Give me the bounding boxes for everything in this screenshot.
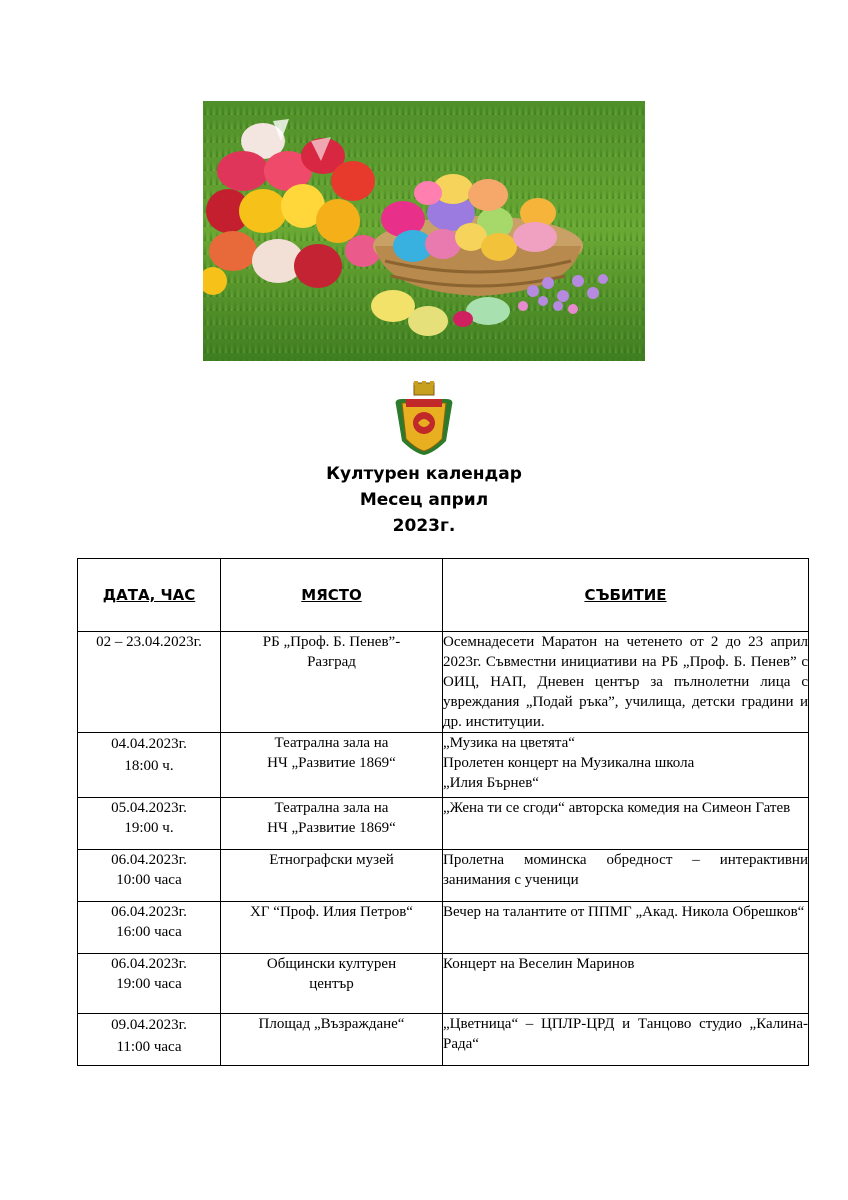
- table-row: [78, 733, 809, 798]
- place-text: Театрална зала на: [274, 800, 389, 816]
- time-text: 16:00 часа: [116, 924, 182, 940]
- date-text: 06.04.2023г.: [111, 904, 187, 920]
- time-text: 18:00 ч.: [124, 758, 174, 774]
- table-row: [78, 954, 809, 1014]
- table-row: [78, 798, 809, 850]
- event-place: [221, 798, 443, 850]
- event-description: [443, 902, 809, 954]
- coat-of-arms-icon: [394, 381, 454, 457]
- event-place: [221, 850, 443, 902]
- event-date: [78, 1014, 221, 1066]
- event-date: [78, 902, 221, 954]
- place-text: ХГ “Проф. Илия Петров“: [250, 904, 413, 920]
- event-date: [78, 733, 221, 798]
- event-text: Осемнадесети Маратон на четенето от 2 до 23 април 2023г. Съвместни инициативи на РБ „Проф. Б. Пенев” с ОИЦ, НАП, Дневен център за пълнолетни лица с увреждания „Подай ръка”, училища, детски градини и др. институции.: [443, 634, 808, 730]
- date-text: 05.04.2023г.: [111, 800, 187, 816]
- event-description: [443, 798, 809, 850]
- event-place: [221, 902, 443, 954]
- event-description: [443, 850, 809, 902]
- table-row: [78, 902, 809, 954]
- event-text: „Илия Бърнев“: [443, 775, 539, 791]
- event-text: „Музика на цветята“: [443, 735, 575, 751]
- place-text: Площад „Възраждане“: [258, 1016, 405, 1032]
- event-place: [221, 954, 443, 1014]
- place-text: център: [309, 976, 354, 992]
- table-row: [78, 632, 809, 733]
- date-text: 09.04.2023г.: [111, 1017, 187, 1033]
- place-text: Театрална зала на: [274, 735, 389, 751]
- place-text: НЧ „Развитие 1869“: [267, 755, 396, 771]
- event-text: Пролетен концерт на Музикална школа: [443, 755, 695, 771]
- table-row: [78, 850, 809, 902]
- event-text: „Цветница“ – ЦПЛР-ЦРД и Танцово студио „Калина-Рада“: [443, 1016, 808, 1052]
- date-text: 04.04.2023г.: [111, 736, 187, 752]
- time-text: 19:00 часа: [116, 976, 182, 992]
- event-text: „Жена ти се сгоди“ авторска комедия на Симеон Гатев: [443, 800, 791, 816]
- place-text: Разград: [307, 654, 356, 670]
- header-event: СЪБИТИЕ: [443, 559, 809, 632]
- date-text: 06.04.2023г.: [111, 956, 187, 972]
- place-text: Етнографски музей: [269, 852, 394, 868]
- heading-month: Месец април: [359, 490, 489, 510]
- event-text: Вечер на талантите от ППМГ „Акад. Никола Обрешков“: [443, 904, 805, 920]
- event-place: [221, 733, 443, 798]
- table-row: [78, 1014, 809, 1066]
- event-date: [78, 850, 221, 902]
- table-header-row: [78, 559, 809, 632]
- date-text: 02 – 23.04.2023г.: [96, 634, 202, 650]
- place-text: РБ „Проф. Б. Пенев”-: [262, 634, 401, 650]
- event-date: [78, 954, 221, 1014]
- heading-title: Културен календар: [326, 464, 522, 484]
- time-text: 19:00 ч.: [124, 820, 174, 836]
- event-place: [221, 632, 443, 733]
- date-text: 06.04.2023г.: [111, 852, 187, 868]
- event-text: Пролетна моминска обредност – интерактивни занимания с ученици: [443, 852, 808, 888]
- event-text: Концерт на Веселин Маринов: [443, 956, 635, 972]
- place-text: Общински културен: [266, 956, 397, 972]
- time-text: 10:00 часа: [116, 872, 182, 888]
- event-date: [78, 798, 221, 850]
- event-description: [443, 632, 809, 733]
- event-description: [443, 954, 809, 1014]
- event-description: [443, 1014, 809, 1066]
- calendar-heading: [0, 461, 848, 539]
- place-text: НЧ „Развитие 1869“: [267, 820, 396, 836]
- header-date: ДАТА, ЧАС: [78, 559, 221, 632]
- event-date: [78, 632, 221, 733]
- header-place: МЯСТО: [221, 559, 443, 632]
- events-table: [77, 558, 809, 1066]
- event-description: [443, 733, 809, 798]
- event-place: [221, 1014, 443, 1066]
- time-text: 11:00 часа: [116, 1039, 182, 1055]
- easter-eggs-photo: [203, 101, 645, 361]
- heading-year: 2023г.: [392, 516, 456, 536]
